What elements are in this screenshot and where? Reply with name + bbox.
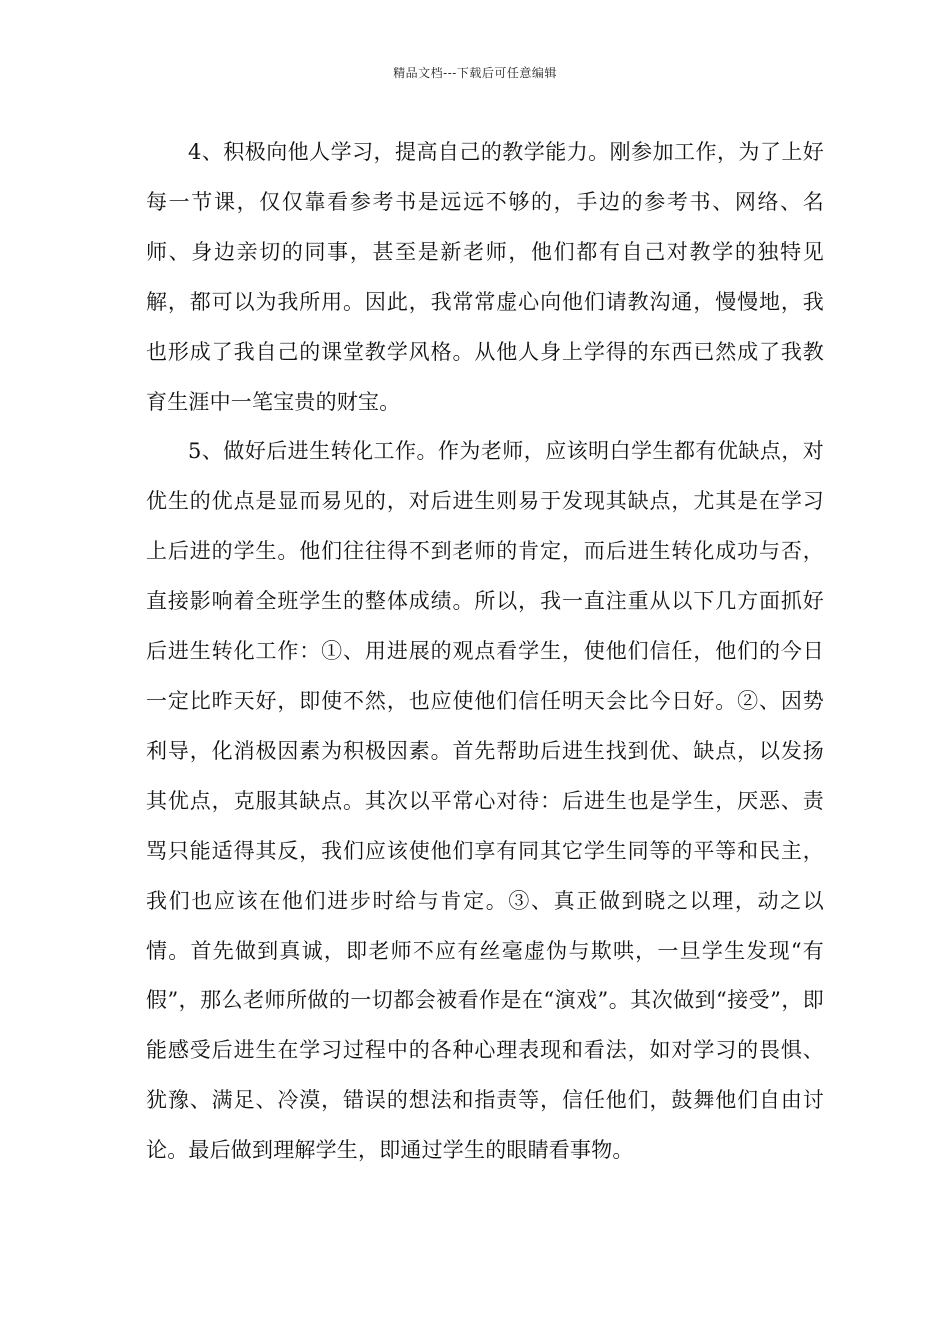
document-body <box>146 128 824 1176</box>
paragraph-5: 5、做好后进生转化工作。作为老师，应该明白学生都有优缺点，对优生的优点是显而易见的，对后进生则易于发现其缺点，尤其是在学习上后进的学生。他们往往得不到老师的肯定，而后进生转化成功与否，直接影响着全班学生的整体成绩。所以，我一直注重从以下几方面抓好后进生转化工作：①、用进展的观点看学生，使他们信任，他们的今日一定比昨天好，即使不然，也应使他们信任明天会比今日好。②、因势利导，化消极因素为积极因素。首先帮助后进生找到优、缺点，以发扬其优点，克服其缺点。其次以平常心对待：后进生也是学生，厌恶、责骂只能适得其反，我们应该使他们享有同其它学生同等的平等和民主，我们也应该在他们进步时给与肯定。③、真正做到晓之以理，动之以情。首先做到真诚，即老师不应有丝毫虚伪与欺哄，一旦学生发现“有假”，那么老师所做的一切都会被看作是在“演戏”。其次做到“接受”，即能感受后进生在学习过程中的各种心理表现和看法，如对学习的畏惧、犹豫、满足、冷漠，错误的想法和指责等，信任他们，鼓舞他们自由讨论。最后做到理解学生，即通过学生的眼睛看事物。 <box>146 439 824 1163</box>
paragraph-4: 4、积极向他人学习，提高自己的教学能力。刚参加工作，为了上好每一节课，仅仅靠看参考书是远远不够的，手边的参考书、网络、名 师、身边亲切的同事，甚至是新老师，他们都有自己对教学的独特见解，都可以为我所用。因此，我常常虚心向他们请教沟通，慢慢地，我也形成了我自己的课堂教学风格。从他人身上学得的东西已然成了我教育生涯中一笔宝贵的财宝。 <box>146 140 824 414</box>
page-header: 精品文档---下载后可任意编辑 <box>393 66 557 80</box>
